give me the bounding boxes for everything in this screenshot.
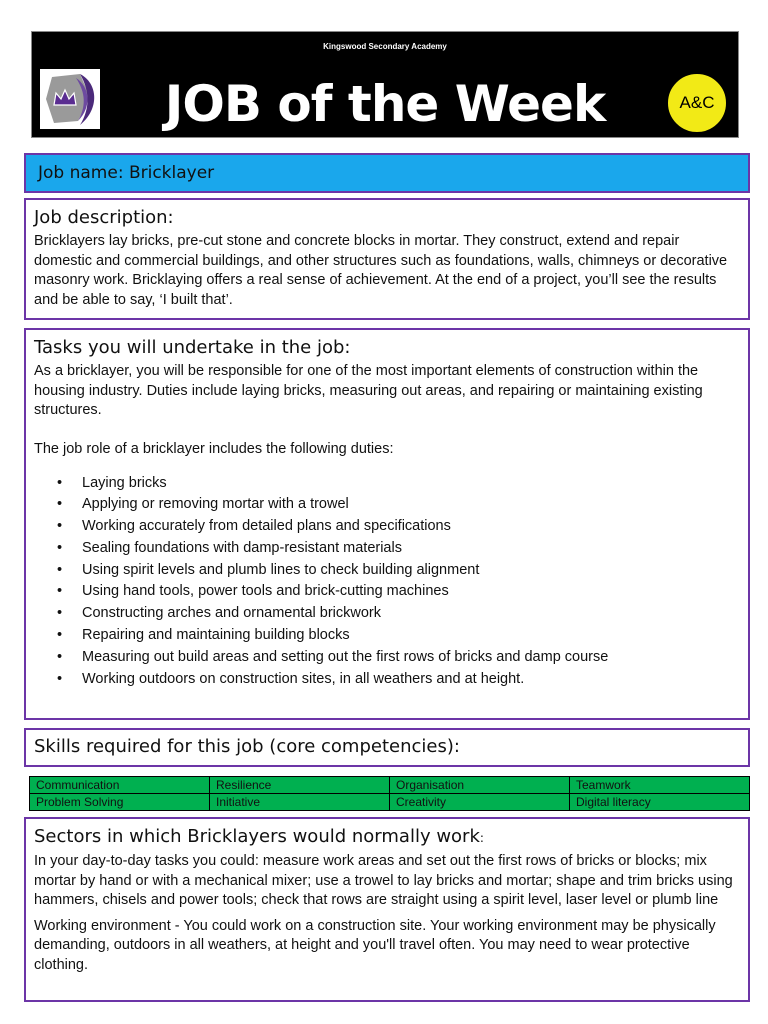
skill-cell: Initiative <box>210 794 390 811</box>
working-environment-text: Working environment - You could work on a construction site. Your working environment may be physically demanding, outdoors in all weathers, at height and you'll travel often. You may need to wear protective clothing. <box>34 917 716 973</box>
skills-heading: Skills required for this job (core competencies): <box>34 736 460 757</box>
sectors-section <box>24 817 750 1002</box>
list-item: • Repairing and maintaining building blocks <box>82 625 740 647</box>
job-description-section <box>24 198 750 320</box>
list-item: • Using spirit levels and plumb lines to check building alignment <box>82 560 740 582</box>
page-title: JOB of the Week <box>164 75 606 133</box>
tasks-heading: Tasks you will undertake in the job: <box>34 337 351 358</box>
sectors-heading <box>34 825 740 850</box>
skills-table <box>29 776 750 811</box>
skills-section <box>24 728 750 767</box>
header-banner <box>31 31 739 138</box>
skill-cell: Digital literacy <box>570 794 750 811</box>
job-name-bar: Job name: Bricklayer <box>24 153 750 193</box>
sectors-text: In your day-to-day tasks you could: measure work areas and set out the first rows of bricks or blocks; mix mortar by hand or with a mechanical mixer; use a trowel to lay bricks and mortar; shape and trim bricks using hammers, chisels and power tools; check that rows are straight using a spirit level, laser level or plumb line <box>34 853 733 908</box>
skill-cell: Organisation <box>390 777 570 794</box>
list-item: • Working outdoors on construction sites, in all weathers and at height. <box>82 669 740 691</box>
table-row <box>30 794 750 811</box>
list-item: • Sealing foundations with damp-resistant materials <box>82 538 740 560</box>
school-name: Kingswood Secondary Academy <box>323 42 447 51</box>
list-item: • Constructing arches and ornamental brickwork <box>82 603 740 625</box>
skill-cell: Teamwork <box>570 777 750 794</box>
tasks-section <box>24 328 750 720</box>
list-item: • Working accurately from detailed plans and specifications <box>82 516 740 538</box>
duties-intro: The job role of a bricklayer includes the following duties: <box>34 441 394 457</box>
list-item: • Laying bricks <box>82 473 740 495</box>
skill-cell: Communication <box>30 777 210 794</box>
skill-cell: Creativity <box>390 794 570 811</box>
job-description-heading: Job description: <box>34 207 174 228</box>
list-item: • Measuring out build areas and setting out the first rows of bricks and damp course <box>82 647 740 669</box>
list-item: • Applying or removing mortar with a trowel <box>82 494 740 516</box>
sectors-heading-colon: : <box>479 831 484 845</box>
skill-cell: Resilience <box>210 777 390 794</box>
job-description-text: Bricklayers lay bricks, pre-cut stone and concrete blocks in mortar. They construct, extend and repair domestic and commercial buildings, and other structures such as foundations, walls, chimneys or decorative masonry work. Bricklaying offers a real sense of achievement. At the end of a project, you’ll see the results and be able to say, ‘I built that’. <box>34 233 728 308</box>
ac-badge: A&C <box>666 72 728 134</box>
list-item: • Using hand tools, power tools and brick-cutting machines <box>82 581 740 603</box>
skill-cell: Problem Solving <box>30 794 210 811</box>
tasks-intro: As a bricklayer, you will be responsible for one of the most important elements of construction within the housing industry. Duties include laying bricks, measuring out areas, and repairing or maintaining existing structures. <box>34 363 703 418</box>
table-row <box>30 777 750 794</box>
duties-list <box>34 473 740 691</box>
sectors-heading-text: Sectors in which Bricklayers would normally work <box>34 826 480 847</box>
